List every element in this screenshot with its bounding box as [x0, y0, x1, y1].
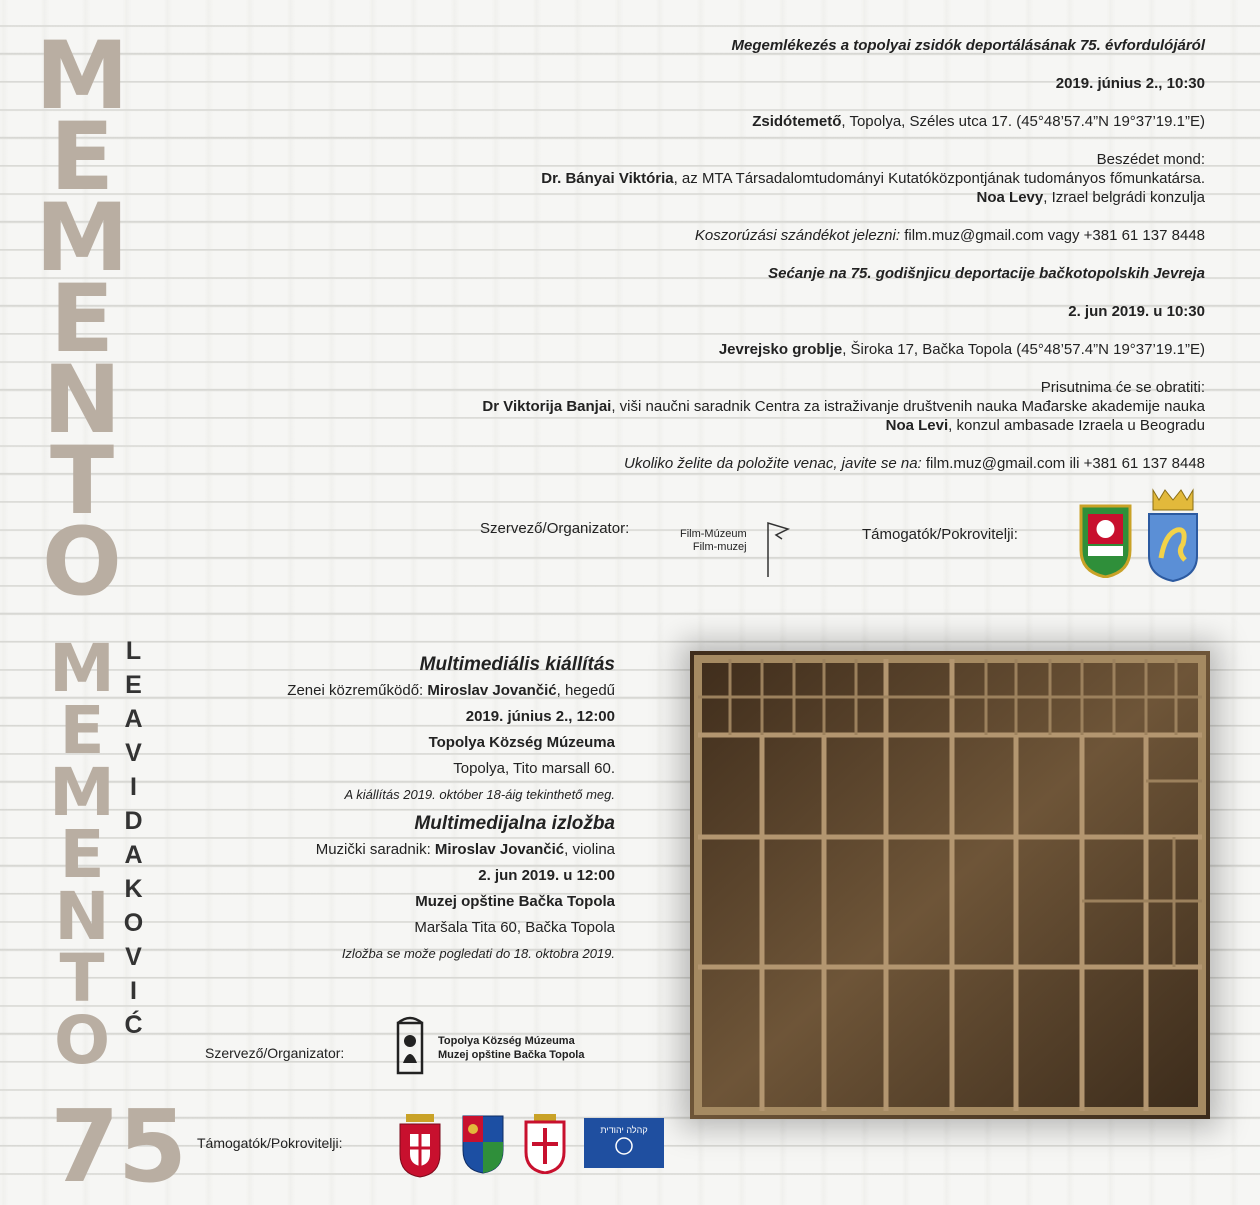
title-letter: E	[49, 103, 115, 212]
sr-speaker-2-name: Noa Levi	[885, 417, 949, 434]
exhibition-sr-music-prefix: Muzički saradnik:	[315, 841, 435, 858]
title-number: 75	[50, 1088, 186, 1205]
artist-letter: I	[130, 773, 138, 801]
hu-wreath-contact: film.muz@gmail.com vagy +381 61 137 8448	[900, 227, 1205, 244]
exhibition-sr-datetime: 2. jun 2019. u 12:00	[478, 867, 615, 884]
hu-speaker-2	[305, 188, 1205, 207]
exhibition-sr-musician: Miroslav Jovančić	[434, 841, 565, 858]
title-letter: E	[59, 816, 105, 893]
sr-speakers-label: Prisutnima će se obratiti:	[1040, 379, 1205, 396]
hu-wreath	[305, 226, 1205, 245]
memento-title-1	[35, 22, 129, 617]
museum-name-hu: Topolya Község Múzeuma	[438, 1035, 575, 1047]
title-letter: T	[49, 427, 115, 536]
artist-letter: I	[130, 977, 138, 1005]
type-case-illustration	[690, 651, 1210, 1119]
artist-letter: A	[124, 841, 144, 869]
exhibition-sr-instrument: , violina	[564, 841, 615, 858]
artist-letter: O	[123, 909, 145, 937]
title-letter: N	[42, 346, 122, 455]
title-letter: O	[53, 1002, 111, 1079]
title-letter: M	[49, 754, 115, 831]
hu-speaker-1	[305, 169, 1205, 188]
community-seal-icon	[609, 1136, 639, 1156]
sr-speaker-2	[305, 416, 1205, 435]
exhibition-sr-venue: Muzej opštine Bačka Topola	[415, 893, 615, 910]
exhibition-hu-address: Topolya, Tito marsall 60.	[453, 760, 615, 777]
exhibition-sr-music	[160, 840, 615, 859]
sr-place	[305, 340, 1205, 359]
sr-place-address: , Široka 17, Bačka Topola (45°48’57.4”N 19°37’19.1”E)	[842, 341, 1205, 358]
title-letter: M	[35, 22, 129, 131]
exhibition-info	[160, 655, 615, 970]
type-case-photo	[690, 651, 1210, 1119]
hu-speaker-2-name: Noa Levy	[976, 189, 1044, 206]
serbia-crest-icon	[396, 1112, 444, 1178]
title-letter: E	[59, 692, 105, 769]
sr-speaker-1	[305, 397, 1205, 416]
title-letter: N	[54, 878, 110, 955]
title-letter: M	[49, 630, 115, 707]
sr-wreath	[305, 454, 1205, 473]
sr-speaker-1-role: , viši naučni saradnik Centra za istraživanje društvenih nauka Mađarske akademije nauka	[611, 398, 1205, 415]
hu-title: Megemlékezés a topolyai zsidók deportálásának 75. évfordulójáról	[731, 37, 1205, 54]
jewish-community-text: קהלה יהודית	[600, 1125, 648, 1135]
exhibition-hu-venue: Topolya Község Múzeuma	[428, 734, 615, 751]
hu-speaker-1-name: Dr. Bányai Viktória	[541, 170, 674, 187]
artist-letter: A	[124, 705, 144, 733]
memento-title-2	[46, 630, 118, 1079]
sr-speaker-2-role: , konzul ambasade Izraela u Beogradu	[948, 417, 1205, 434]
museum-name-text	[438, 1034, 585, 1062]
exhibition-hu-instrument: , hegedű	[556, 682, 615, 699]
exhibition-hu-datetime: 2019. június 2., 12:00	[465, 708, 615, 725]
sr-speaker-1-name: Dr Viktorija Banjai	[482, 398, 612, 415]
artist-letter: D	[124, 807, 144, 835]
exhibition-sr-title: Multimedijalna izložba	[414, 813, 615, 834]
film-museum-name-sr: Film-muzej	[692, 541, 747, 553]
title-letter: T	[59, 940, 105, 1017]
exhibition-hu-musician: Miroslav Jovančić	[427, 682, 557, 699]
sr-wreath-contact: film.muz@gmail.com ili +381 61 137 8448	[921, 455, 1205, 472]
bottom-sponsors-label: Támogatók/Pokrovitelji:	[197, 1135, 343, 1151]
hu-speaker-2-role: , Izrael belgrádi konzulja	[1043, 189, 1205, 206]
exhibition-hu-title: Multimediális kiállítás	[419, 654, 615, 675]
sr-place-name: Jevrejsko groblje	[718, 341, 843, 358]
sr-title: Sećanje na 75. godišnjicu deportacije bačkotopolskih Jevreja	[768, 265, 1205, 282]
artist-name-vertical	[120, 634, 148, 1042]
artist-letter: V	[125, 739, 143, 767]
hu-place-address: , Topolya, Széles utca 17. (45°48’57.4”N 19°37’19.1”E)	[841, 113, 1205, 130]
title-letter: M	[35, 184, 129, 293]
hu-speakers-label: Beszédet mond:	[1096, 151, 1205, 168]
exhibition-sr-note: Izložba se može pogledati do 18. oktobra 2019.	[341, 946, 615, 961]
museum-name-sr: Muzej opštine Bačka Topola	[438, 1049, 585, 1061]
municipality-crest-icon	[1078, 500, 1133, 578]
film-museum-logo-text	[680, 528, 747, 554]
exhibition-hu-note: A kiállítás 2019. október 18-áig tekinthető meg.	[344, 787, 615, 802]
hu-place-name: Zsidótemető	[752, 113, 842, 130]
artist-letter: K	[124, 875, 144, 903]
bottom-organizer-label: Szervező/Organizator:	[205, 1045, 345, 1061]
title-letter: E	[49, 265, 115, 374]
sr-datetime: 2. jun 2019. u 10:30	[1068, 303, 1205, 320]
exhibition-hu-music-prefix: Zenei közreműködő:	[287, 682, 428, 699]
title-letter: O	[42, 508, 122, 617]
commemoration-info	[305, 36, 1205, 473]
vojvodina-crest-icon	[460, 1112, 506, 1174]
artist-letter: V	[125, 943, 143, 971]
sr-wreath-prefix: Ukoliko želite da položite venac, javite se na:	[624, 455, 922, 472]
hu-speaker-1-role: , az MTA Társadalomtudományi Kutatóközpontjának tudományos főmunkatársa.	[673, 170, 1205, 187]
sponsors-label: Támogatók/Pokrovitelji:	[862, 526, 1018, 543]
artist-letter: E	[125, 671, 143, 699]
exhibition-hu-music	[160, 681, 615, 700]
artist-letter: Ć	[124, 1011, 144, 1039]
organizer-label: Szervező/Organizator:	[480, 520, 630, 537]
artist-letter: L	[125, 637, 143, 665]
hu-wreath-prefix: Koszorúzási szándékot jelezni:	[694, 227, 901, 244]
province-crest-icon	[1143, 486, 1203, 582]
republic-crest-icon	[522, 1112, 568, 1174]
film-museum-name-hu: Film-Múzeum	[680, 528, 747, 540]
exhibition-sr-address: Maršala Tita 60, Bačka Topola	[414, 919, 615, 936]
hu-datetime: 2019. június 2., 10:30	[1055, 75, 1205, 92]
jewish-community-badge	[584, 1118, 664, 1168]
flag-icon	[762, 519, 802, 579]
hu-place	[305, 112, 1205, 131]
museum-logo-icon	[395, 1015, 425, 1077]
